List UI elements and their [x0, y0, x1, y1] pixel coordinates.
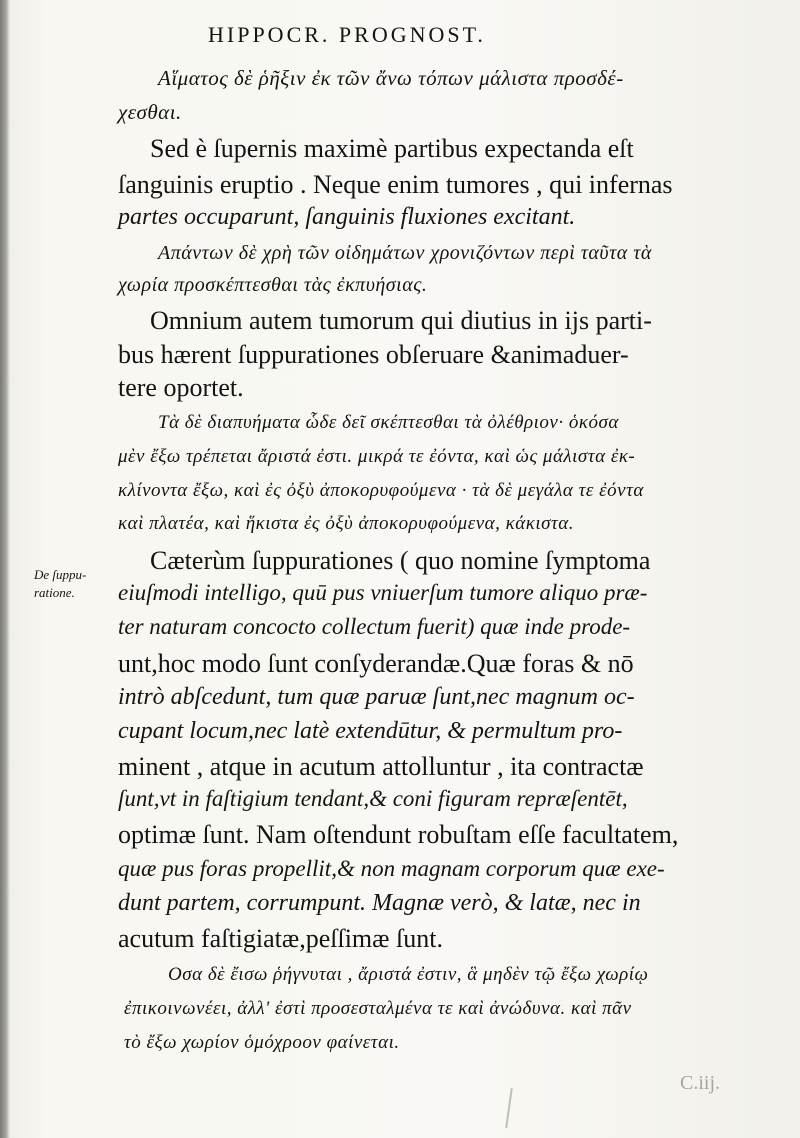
text-line-greek: μὲν ἔξω τρέπεται ἄριστά ἐστι. μικρά τε ἐόντα, καὶ ὡς μάλιστα ἐκ- [118, 446, 636, 467]
signature-mark: C.iij. [679, 1072, 720, 1094]
text-line-latin-italic: quæ pus foras propellit,& non magnam corporum quæ exe- [118, 856, 665, 881]
page-gutter-shadow [0, 0, 10, 1138]
running-header: HIPPOCR. PROGNOST. [208, 22, 486, 47]
text-line-greek: Οσα δὲ ἔισω ῥήγνυται , ἄριστά ἐστιν, ἃ μηδὲν τῷ ἔξω χωρίῳ [168, 964, 649, 985]
text-line-greek: Αἵματος δὲ ῥῆξιν ἐκ τῶν ἄνω τόπων μάλιστα προσδέ- [158, 66, 624, 90]
text-line-latin-italic: intrò abſcedunt, tum quæ paruæ ſunt,nec magnum oc- [118, 684, 635, 710]
text-line-latin: minent , atque in acutum attolluntur , ita contractæ [118, 752, 644, 781]
margin-note [34, 566, 86, 602]
text-line-latin: Sed è ſupernis maximè partibus expectanda eſt [150, 134, 634, 163]
text-line-latin-italic: ter naturam concocto collectum fuerit) quæ inde prode- [118, 614, 631, 639]
text-line-latin: bus hærent ſuppurationes obſeruare &animaduer- [118, 340, 629, 369]
text-line-latin-italic: dunt partem, corrumpunt. Magnæ verò, & latæ, nec in [118, 890, 641, 916]
text-line-greek: χωρία προσκέπτεσθαι τὰς ἐκπυήσιας. [118, 274, 428, 296]
text-line-greek: χεσθαι. [118, 100, 182, 124]
text-line-latin: ſanguinis eruptio . Neque enim tumores , qui infernas [118, 170, 673, 199]
text-line-latin: optimæ ſunt. Nam oſtendunt robuſtam eſſe facultatem, [118, 820, 679, 849]
text-line-latin-italic: eiuſmodi intelligo, quū pus vniuerſum tumore aliquo præ- [118, 580, 648, 605]
text-line-latin: tere oportet. [118, 373, 244, 402]
text-line-greek: καὶ πλατέα, καὶ ἥκιστα ἐς ὀξὺ ἀποκορυφούμενα, κάκιστα. [118, 513, 574, 534]
margin-note-line: ratione. [34, 585, 75, 600]
text-line-latin: Cæterùm ſuppurationes ( quo nomine ſymptoma [150, 546, 651, 575]
text-line-latin-italic: partes occuparunt, ſanguinis fluxiones excitant. [118, 204, 576, 230]
text-line-latin-italic: cupant locum,nec latè extendūtur, & permultum pro- [118, 718, 623, 744]
text-line-greek: κλίνοντα ἔξω, καὶ ἐς ὀξὺ ἀποκορυφούμενα · τὰ δὲ μεγάλα τε ἐόντα [118, 480, 644, 501]
text-line-greek: τὸ ἔξω χωρίον ὁμόχροον φαίνεται. [124, 1032, 400, 1053]
text-line-latin: unt,hoc modo ſunt conſyderandæ.Quæ foras & nō [118, 649, 634, 678]
text-line-greek: Απάντων δὲ χρὴ τῶν οἰδημάτων χρονιζόντων περὶ ταῦτα τὰ [158, 242, 652, 264]
text-line-greek: Τὰ δὲ διαπυήματα ὧδε δεῖ σκέπτεσθαι τὰ ὀλέθριον· ὁκόσα [158, 412, 619, 433]
margin-note-line: De ſuppu- [34, 567, 87, 582]
text-line-latin: Omnium autem tumorum qui diutius in ijs parti- [150, 306, 652, 335]
text-line-latin: acutum faſtigiatæ,peſſimæ ſunt. [118, 924, 443, 953]
text-line-greek: ἐπικοινωνέει, ἀλλ' ἐστὶ προσεσταλμένα τε καὶ ἀνώδυνα. καὶ πᾶν [124, 998, 632, 1019]
pencil-stroke [505, 1088, 513, 1128]
text-line-latin-italic: ſunt,vt in faſtigium tendant,& coni figuram repræſentēt, [118, 786, 628, 811]
